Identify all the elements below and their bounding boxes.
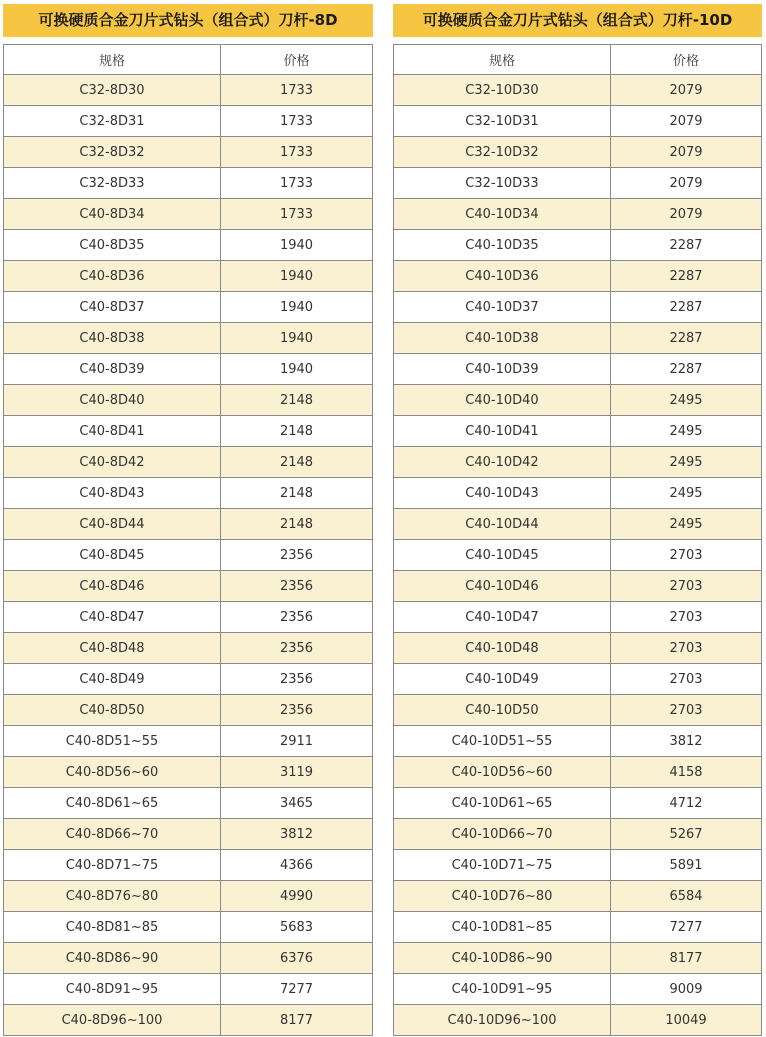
spec-cell: C40-10D61~65 [394,788,611,819]
spec-cell: C40-10D34 [394,199,611,230]
table-row [394,416,762,447]
table-row [4,106,373,137]
spec-cell: C40-8D36 [4,261,221,292]
table-row [4,695,373,726]
price-cell: 5891 [611,850,762,881]
table-row [4,447,373,478]
table-row [394,540,762,571]
price-table [393,44,762,1036]
table-row [394,850,762,881]
spec-cell: C40-10D42 [394,447,611,478]
table-row [4,261,373,292]
spec-cell: C40-8D81~85 [4,912,221,943]
table-row [4,75,373,106]
table-row [394,354,762,385]
price-cell: 9009 [611,974,762,1005]
price-cell: 1733 [221,106,373,137]
table-row [394,757,762,788]
price-cell: 1733 [221,199,373,230]
table-row [4,385,373,416]
column-header-spec: 规格 [394,45,611,75]
price-cell: 7277 [221,974,373,1005]
spec-cell: C40-8D71~75 [4,850,221,881]
table-body [4,75,373,1036]
table-row [394,509,762,540]
table-header-row [4,45,373,75]
spec-cell: C40-8D66~70 [4,819,221,850]
table-row [4,354,373,385]
spec-cell: C40-8D56~60 [4,757,221,788]
price-cell: 1940 [221,261,373,292]
spec-cell: C40-10D96~100 [394,1005,611,1036]
table-row [4,168,373,199]
spec-cell: C40-10D48 [394,633,611,664]
spec-cell: C32-8D32 [4,137,221,168]
price-cell: 6584 [611,881,762,912]
price-cell: 8177 [221,1005,373,1036]
table-row [4,974,373,1005]
table-row [4,788,373,819]
spec-cell: C40-10D43 [394,478,611,509]
spec-cell: C40-8D35 [4,230,221,261]
price-cell: 2703 [611,540,762,571]
table-row [394,1005,762,1036]
table-row [394,819,762,850]
table-row [4,230,373,261]
price-cell: 1940 [221,354,373,385]
price-cell: 6376 [221,943,373,974]
table-row [394,478,762,509]
price-cell: 2911 [221,726,373,757]
spec-cell: C32-10D31 [394,106,611,137]
price-cell: 2148 [221,478,373,509]
spec-cell: C40-8D49 [4,664,221,695]
table-row [394,974,762,1005]
spec-cell: C32-10D32 [394,137,611,168]
price-cell: 4712 [611,788,762,819]
price-cell: 2079 [611,168,762,199]
price-cell: 2703 [611,664,762,695]
table-row [4,726,373,757]
panel-title: 可换硬质合金刀片式钻头（组合式）刀杆-8D [3,4,373,37]
price-cell: 4366 [221,850,373,881]
price-cell: 2148 [221,509,373,540]
spec-cell: C32-10D33 [394,168,611,199]
table-header-row [394,45,762,75]
price-cell: 3119 [221,757,373,788]
spec-cell: C40-8D91~95 [4,974,221,1005]
spec-cell: C40-8D38 [4,323,221,354]
spec-cell: C40-8D61~65 [4,788,221,819]
spec-cell: C40-10D47 [394,602,611,633]
price-cell: 3812 [221,819,373,850]
price-cell: 2079 [611,106,762,137]
column-header-price: 价格 [611,45,762,75]
price-cell: 2495 [611,385,762,416]
price-cell: 2356 [221,571,373,602]
spec-cell: C40-10D37 [394,292,611,323]
price-cell: 4990 [221,881,373,912]
price-cell: 2356 [221,695,373,726]
spec-cell: C40-10D44 [394,509,611,540]
table-row [394,571,762,602]
spec-cell: C40-10D71~75 [394,850,611,881]
table-row [4,912,373,943]
price-table [3,44,373,1036]
spec-cell: C40-10D49 [394,664,611,695]
spec-cell: C32-8D33 [4,168,221,199]
price-cell: 2287 [611,261,762,292]
spec-cell: C40-8D40 [4,385,221,416]
table-row [4,602,373,633]
table-row [394,912,762,943]
price-cell: 4158 [611,757,762,788]
price-cell: 2495 [611,416,762,447]
table-row [4,478,373,509]
spec-cell: C40-10D50 [394,695,611,726]
spec-cell: C40-10D51~55 [394,726,611,757]
price-cell: 1940 [221,292,373,323]
table-row [394,881,762,912]
spec-cell: C40-8D41 [4,416,221,447]
price-cell: 2356 [221,633,373,664]
table-row [4,323,373,354]
table-row [394,75,762,106]
table-row [394,726,762,757]
spec-cell: C40-8D44 [4,509,221,540]
table-body [394,75,762,1036]
price-cell: 2079 [611,137,762,168]
spec-cell: C40-10D36 [394,261,611,292]
price-cell: 7277 [611,912,762,943]
table-row [4,292,373,323]
price-cell: 1733 [221,137,373,168]
spec-cell: C40-8D45 [4,540,221,571]
spec-cell: C40-10D38 [394,323,611,354]
price-cell: 2148 [221,416,373,447]
table-row [4,757,373,788]
column-header-spec: 规格 [4,45,221,75]
spec-cell: C40-8D76~80 [4,881,221,912]
price-cell: 5683 [221,912,373,943]
column-header-price: 价格 [221,45,373,75]
table-row [394,199,762,230]
price-cell: 10049 [611,1005,762,1036]
table-row [4,633,373,664]
table-row [4,664,373,695]
spec-cell: C40-10D66~70 [394,819,611,850]
price-cell: 5267 [611,819,762,850]
table-row [4,1005,373,1036]
table-row [394,261,762,292]
price-cell: 2703 [611,695,762,726]
spec-cell: C40-10D81~85 [394,912,611,943]
price-cell: 2495 [611,478,762,509]
spec-cell: C32-8D30 [4,75,221,106]
price-cell: 2079 [611,75,762,106]
spec-cell: C40-10D56~60 [394,757,611,788]
spec-cell: C40-10D45 [394,540,611,571]
spec-cell: C40-8D48 [4,633,221,664]
spec-cell: C40-10D35 [394,230,611,261]
spec-cell: C40-8D51~55 [4,726,221,757]
table-row [4,571,373,602]
price-cell: 2703 [611,571,762,602]
table-row [4,416,373,447]
table-row [4,943,373,974]
spec-cell: C40-10D86~90 [394,943,611,974]
spec-cell: C40-8D43 [4,478,221,509]
price-cell: 2079 [611,199,762,230]
spec-cell: C40-10D91~95 [394,974,611,1005]
table-row [394,447,762,478]
spec-cell: C40-8D47 [4,602,221,633]
table-row [394,664,762,695]
price-cell: 2495 [611,509,762,540]
table-row [394,695,762,726]
spec-cell: C40-10D76~80 [394,881,611,912]
price-cell: 2703 [611,633,762,664]
price-cell: 2287 [611,323,762,354]
price-cell: 2287 [611,354,762,385]
table-row [394,788,762,819]
spec-cell: C40-10D39 [394,354,611,385]
price-cell: 1733 [221,75,373,106]
spec-cell: C40-8D96~100 [4,1005,221,1036]
table-panel-8d [3,4,373,1036]
spec-cell: C40-8D46 [4,571,221,602]
price-cell: 2356 [221,602,373,633]
table-row [4,509,373,540]
table-row [394,292,762,323]
spec-cell: C40-10D40 [394,385,611,416]
price-cell: 1940 [221,230,373,261]
table-row [4,850,373,881]
price-cell: 2356 [221,540,373,571]
spec-cell: C40-10D46 [394,571,611,602]
table-row [4,540,373,571]
table-panel-10d [393,4,762,1036]
table-row [4,137,373,168]
table-row [394,943,762,974]
price-cell: 2703 [611,602,762,633]
table-row [394,385,762,416]
price-cell: 2148 [221,447,373,478]
spec-cell: C40-8D34 [4,199,221,230]
price-cell: 2287 [611,230,762,261]
table-row [4,881,373,912]
table-row [4,819,373,850]
spec-cell: C40-8D39 [4,354,221,385]
spec-cell: C40-8D86~90 [4,943,221,974]
spec-cell: C32-8D31 [4,106,221,137]
panel-title: 可换硬质合金刀片式钻头（组合式）刀杆-10D [393,4,762,37]
spec-cell: C40-10D41 [394,416,611,447]
price-cell: 3812 [611,726,762,757]
price-cell: 2148 [221,385,373,416]
table-row [394,602,762,633]
table-row [4,199,373,230]
table-row [394,168,762,199]
table-row [394,106,762,137]
table-row [394,633,762,664]
spec-cell: C32-10D30 [394,75,611,106]
price-cell: 2356 [221,664,373,695]
price-cell: 2287 [611,292,762,323]
spec-cell: C40-8D37 [4,292,221,323]
price-cell: 2495 [611,447,762,478]
table-row [394,323,762,354]
table-row [394,137,762,168]
price-cell: 8177 [611,943,762,974]
price-cell: 1940 [221,323,373,354]
table-row [394,230,762,261]
spec-cell: C40-8D42 [4,447,221,478]
price-cell: 1733 [221,168,373,199]
spec-cell: C40-8D50 [4,695,221,726]
price-cell: 3465 [221,788,373,819]
